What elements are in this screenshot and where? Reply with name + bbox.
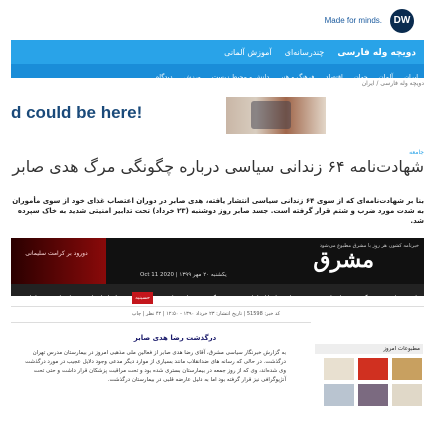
mashregh-nav-item: انتخابات ایران — [247, 295, 277, 301]
main-nav — [11, 40, 424, 64]
subnav-item-economy[interactable]: اقتصاد — [325, 73, 343, 81]
mashregh-article-body: به گزارش خبرنگار سیاسی مشرق، آقای رضا هدی صابر از فعالین ملی مذهبی امروز در بیمارستان مدرس تهران درگذشت. در حالی که رسانه های ضدانقلاب مانند بسیاری از موارد دیگر مدعی وجود دلایل عجیب در مورد درگذشت وی شده‌اند، وی که از روز جمعه در بیمارستان بستری شده بود و تحت مراقبت پزشکان قرار داشت و حتی تحت آنژیوگرافی نیز قرار گرفته بود اما به دلیل عارضه قلبی در بیمارستان درگذشت. — [25, 350, 286, 383]
mashregh-nav-item: خانواده — [25, 295, 40, 301]
mashregh-meta: کد خبر: 51598 | تاریخ انتشار: ۲۳ خرداد ۱۳۹۰ - ۱۲:۵۰ | ۴۲ نظر | چاپ — [131, 311, 280, 317]
mashregh-sidebar-title: مطبوعات امروز — [315, 344, 423, 354]
nav-brand[interactable]: دویچه وله فارسی — [337, 48, 416, 58]
mashregh-nav-item: ویژه — [229, 295, 239, 301]
mashregh-logo: مشرق — [313, 247, 374, 273]
tagline: Made for minds. — [324, 16, 382, 25]
dw-logo[interactable]: DW — [390, 9, 414, 33]
mashregh-date: Oct 11 2020 | یکشنبه ۲۰ مهر ۱۳۹۹ — [140, 272, 227, 278]
subnav-item-opinion[interactable]: دیدگاه — [155, 73, 173, 81]
newspaper-thumb — [392, 358, 422, 380]
mashregh-nav-item-highlight: حسینیه — [132, 292, 153, 304]
mashregh-nav-item: فرهنگ و هنر — [350, 295, 377, 301]
mashregh-nav-item: جنگ نرم — [202, 295, 221, 301]
mashregh-nav-item: جهان — [285, 295, 297, 301]
subnav-item-sport[interactable]: ورزش — [183, 73, 201, 81]
mashregh-red-panel — [11, 238, 106, 284]
mashregh-nav — [11, 284, 424, 301]
mashregh-logo-tag: خبرنامه کشور، هر روز با مشرق مطبوع می‌شود — [319, 243, 419, 249]
newspaper-thumb — [324, 358, 354, 380]
breadcrumb[interactable]: دویچه وله فارسی / ایران — [361, 80, 424, 87]
subnav-item-germany[interactable]: آلمان — [378, 73, 394, 81]
subnav-item-science[interactable]: دانش و محیط زیست — [212, 73, 270, 81]
mashregh-article-title: درگذشت رضا هدی صابر — [133, 334, 217, 342]
article-headline: شهادت‌نامه ۶۴ زندانی سیاسی درباره چگونگی مرگ هدی صابر — [12, 157, 424, 176]
nav-item-multimedia[interactable]: چندرسانه‌ای — [284, 48, 325, 57]
mashregh-banner-text: دورود بر کرامت سلیمانی — [25, 250, 88, 257]
subnav-item-iran[interactable]: ایران — [404, 73, 418, 81]
mashregh-nav-item: سیاست — [385, 295, 403, 301]
newspaper-thumb — [392, 384, 422, 406]
mashregh-nav-item: دفاع و امنیت — [48, 295, 76, 301]
divider — [11, 306, 424, 307]
newspaper-thumb — [324, 384, 354, 406]
ad-banner[interactable] — [11, 97, 326, 134]
divider — [11, 322, 311, 323]
newspaper-thumb — [358, 384, 388, 406]
mashregh-nav-item: اقتصاد — [328, 295, 342, 301]
sub-nav — [11, 64, 424, 81]
nav-item-learn-german[interactable]: آموزش آلمانی — [224, 48, 272, 57]
mashregh-nav-item: شبکه‌های اجتماعی — [84, 295, 124, 301]
subnav-item-world[interactable]: جهان — [353, 73, 368, 81]
section-label[interactable]: جامعه — [409, 149, 424, 156]
ad-text: d could be here! — [11, 103, 143, 122]
subnav-item-culture[interactable]: فرهنگ و هنر — [280, 73, 315, 81]
mashregh-nav-item: جهاد و مقاومت — [162, 295, 194, 301]
mashregh-nav-item: خانه — [411, 295, 420, 301]
article-lead: بنا بر شهادت‌نامه‌ای که از سوی ۶۴ زندانی سیاسی انتشار یافته، هدی صابر در دوران اعتصاب غذای خود از سوی مأموران به شدت مورد ضرب و شتم قرار گرفته است. جسد صابر روز دوشنبه (۲۳ خرداد) تحت تدابیر امنیتی شدید به خاک سپرده شد. — [12, 197, 424, 225]
newspaper-thumb — [358, 358, 388, 380]
mashregh-nav-item: ورزش — [305, 295, 319, 301]
ad-image-overlay — [251, 101, 291, 129]
